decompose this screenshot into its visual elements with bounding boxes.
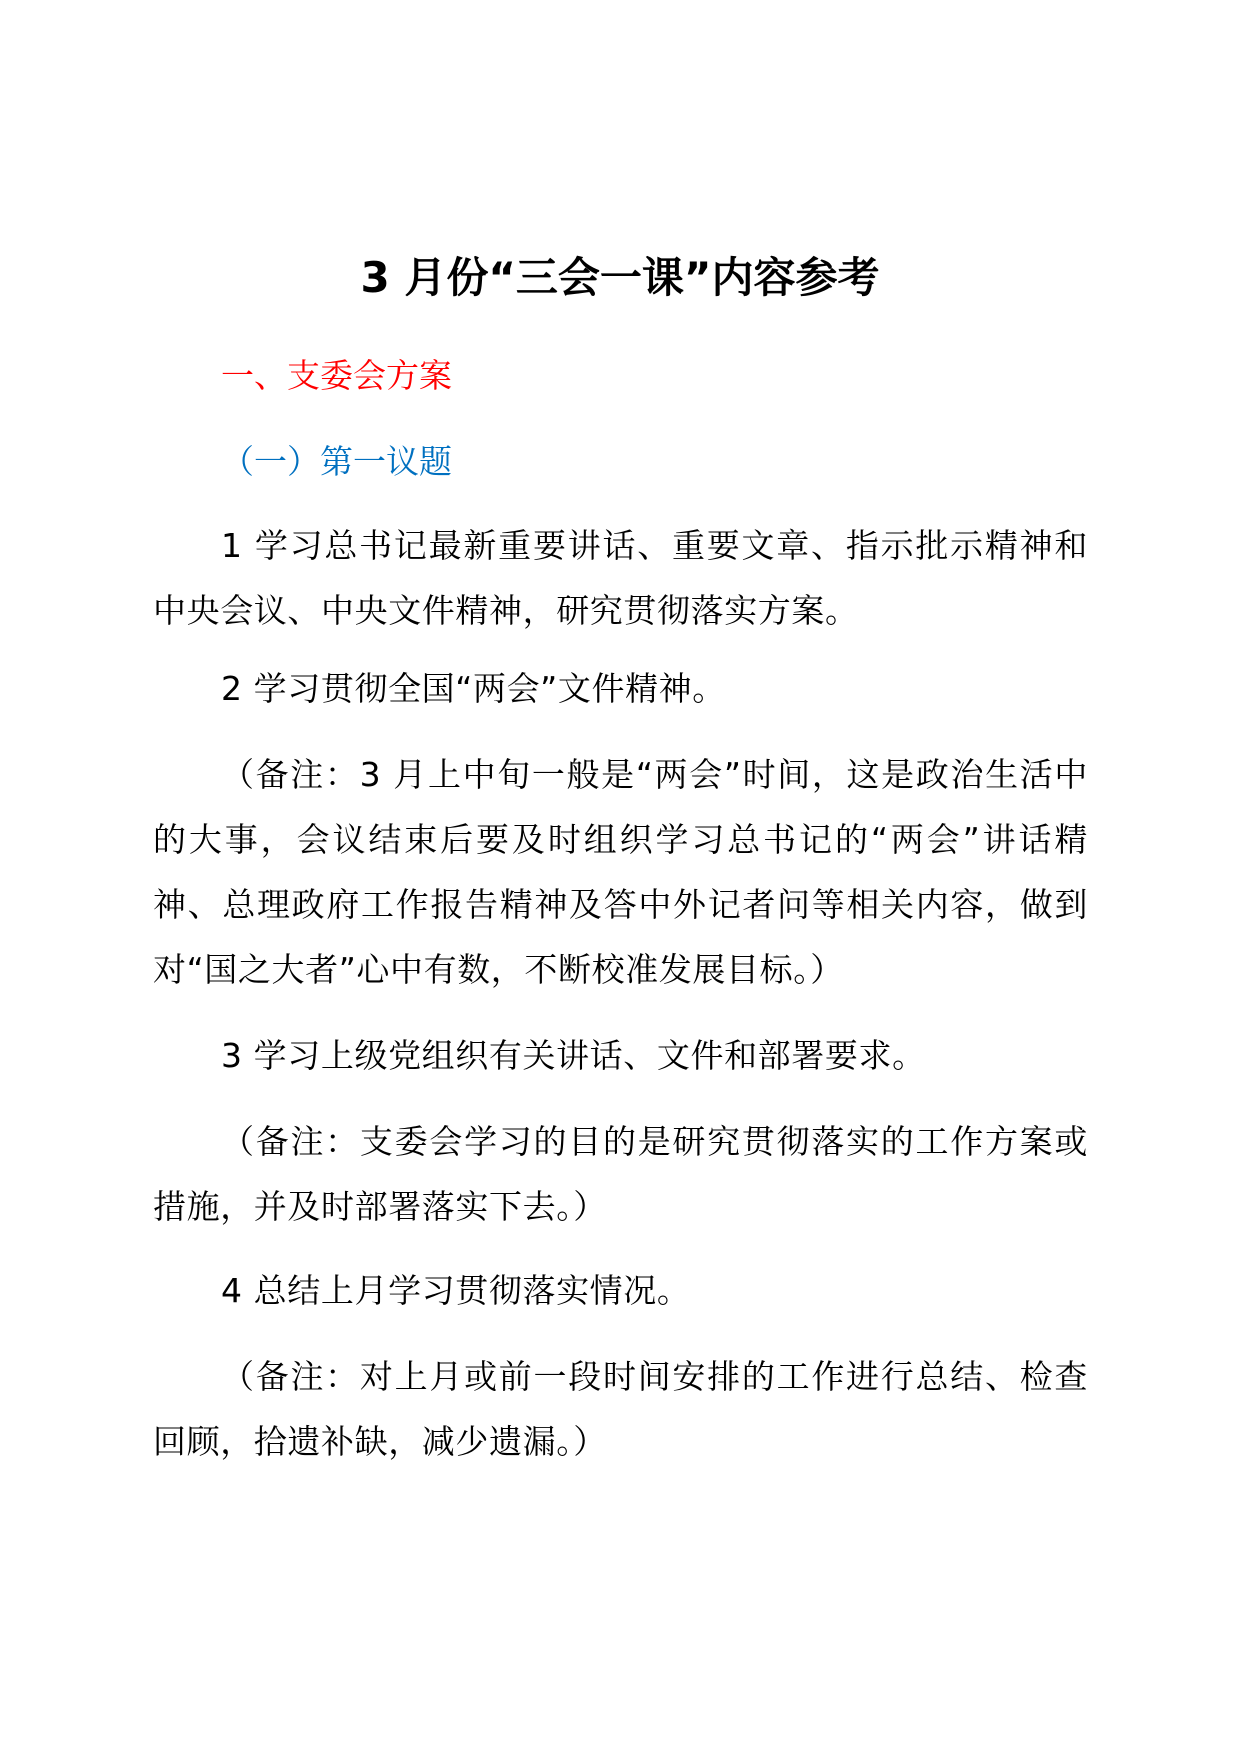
paragraph-note-3: （备注：对上月或前一段时间安排的工作进行总结、检查回顾，拾遗补缺，减少遗漏。）: [153, 1357, 1088, 1461]
paragraph-note-1: （备注：3 月上中旬一般是“两会”时间，这是政治生活中的大事，会议结束后要及时组织学习总书记的“两会”讲话精神、总理政府工作报告精神及答中外记者问等相关内容，做到对“国之大者”心中有数，不断校准发展目标。）: [153, 755, 1088, 989]
document-title: 3 月份“三会一课”内容参考: [360, 253, 880, 302]
section-heading: 一、支委会方案: [221, 356, 452, 395]
paragraph-note-2: （备注：支委会学习的目的是研究贯彻落实的工作方案或措施，并及时部署落实下去。）: [153, 1122, 1088, 1226]
paragraph-item-3: 3 学习上级党组织有关讲话、文件和部署要求。: [221, 1036, 926, 1075]
paragraph-item-2: 2 学习贯彻全国“两会”文件精神。: [221, 669, 726, 708]
paragraph-item-4: 4 总结上月学习贯彻落实情况。: [221, 1271, 691, 1310]
subsection-heading: （一）第一议题: [221, 442, 452, 481]
paragraph-item-1: 1 学习总书记最新重要讲话、重要文章、指示批示精神和中央会议、中央文件精神，研究贯彻落实方案。: [153, 526, 1088, 630]
